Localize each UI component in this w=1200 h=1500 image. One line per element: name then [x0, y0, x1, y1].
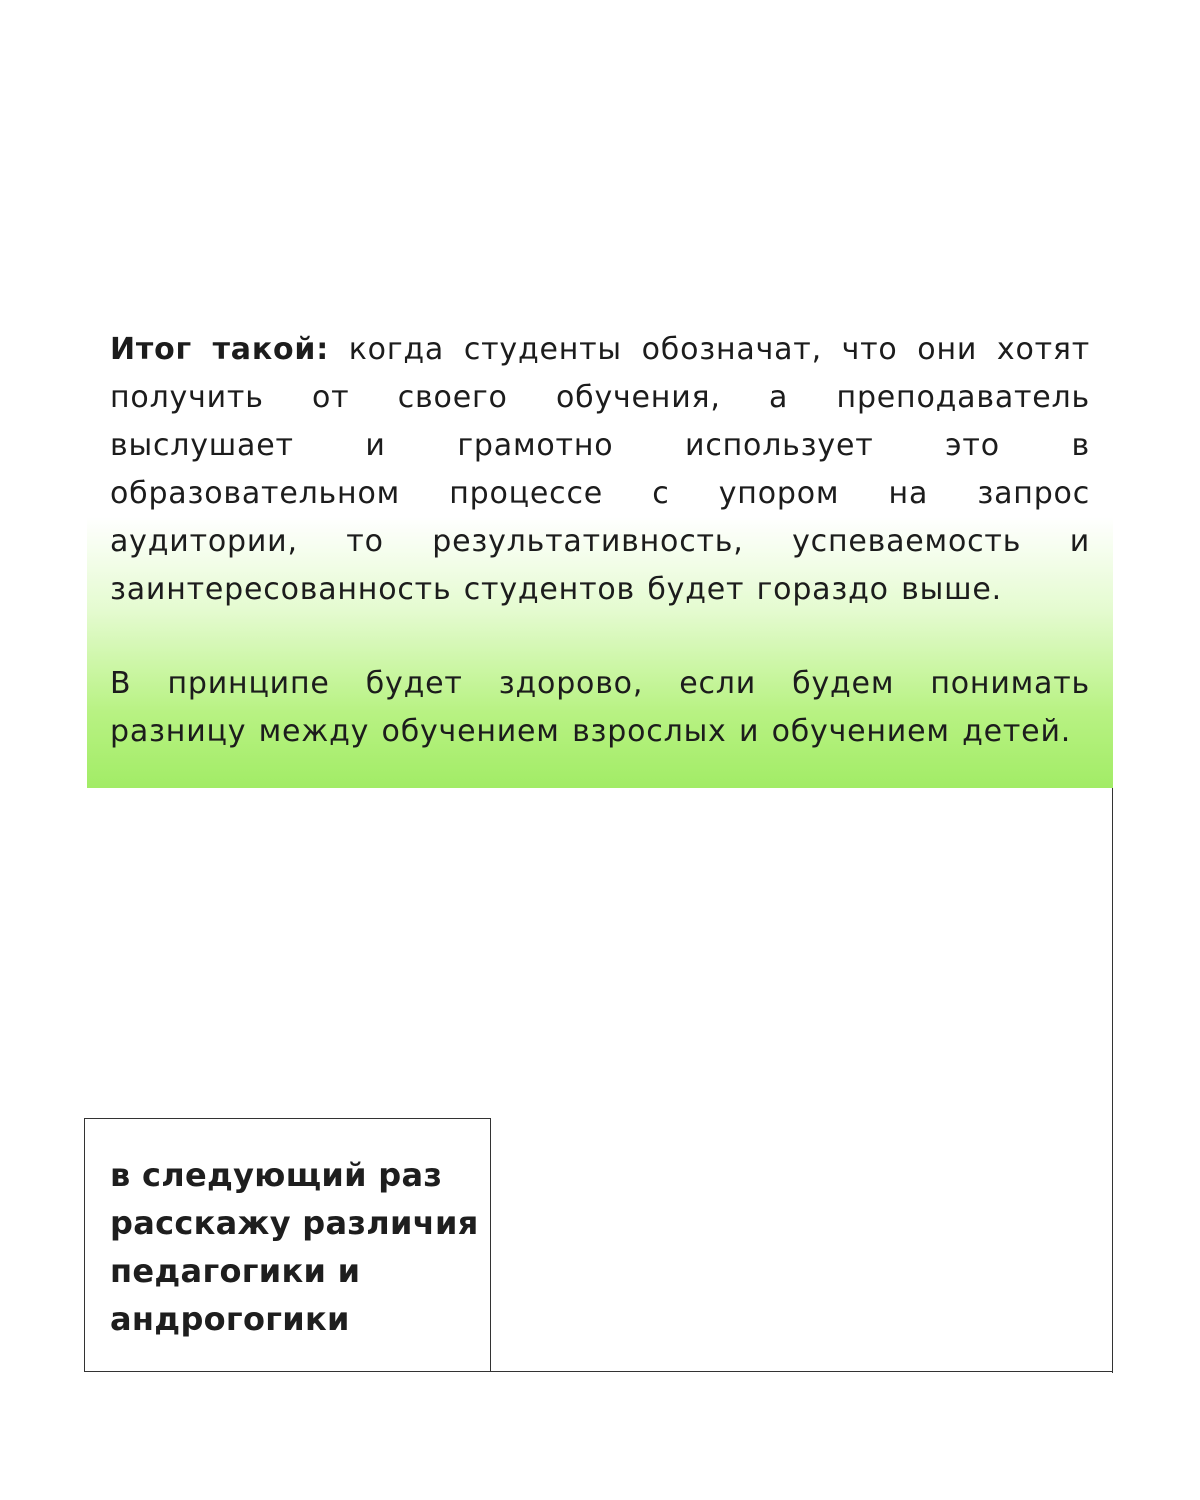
principle-paragraph: В принципе будет здорово, если будем понимать разницу между обучением взрослых и обучением детей.	[110, 666, 1090, 749]
summary-lead: Итог такой:	[110, 332, 330, 367]
summary-paragraph	[110, 326, 1090, 614]
next-time-note-box	[84, 1118, 491, 1372]
frame-bottom-line	[490, 1371, 1113, 1372]
next-time-note-text: в следующий раз расскажу различия педагогики и андрогогики	[110, 1156, 479, 1338]
summary-body: когда студенты обозначат, что они хотят получить от своего обучения, а преподаватель выслушает и грамотно использует это в образовательном процессе с упором на запрос аудитории, то результативность, успеваемость и заинтересованность студентов будет гораздо выше.	[110, 332, 1090, 607]
frame-right-line	[1112, 788, 1113, 1373]
